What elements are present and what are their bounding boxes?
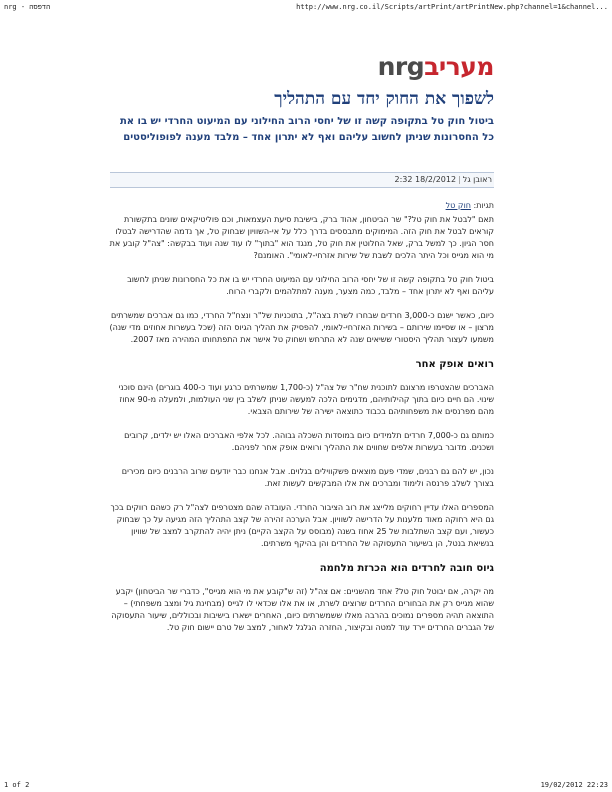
byline xyxy=(110,173,494,187)
paragraph: כמותם גם כ-7,000 חרדים תלמידים כיום במוסדות השכלה גבוהה. לכל אלפי האברכים האלו יש ילדים, קרובים ושכנים. מדובר בעשרות אלפים שחווים את התהליך ורואים אופק אחר לפניהם. xyxy=(124,431,494,452)
site-logo[interactable] xyxy=(378,54,494,80)
print-footer-datetime: 19/02/2012 22:23 xyxy=(540,781,608,789)
paragraph: תאם "לבטל את חוק טל?" שר הביטחון, אהוד ברק, בישיבת סיעת העצמאות, וכם פוליטיקאים שונים בתקשורת קוראים לבטל את חוק הזה. המימוקים מתבססים בדרך כלל על אי-השוויון שבחוק טל, אך נדמה שהדרישה לבטלו חסר הגיון. כך למשל ברק, שאל החלוטין את חוק טל, מנגד הוא "בתוך" לו עוד שנה ועוד בבקשה: "צה"ל קובע את מי הוא מגייס וכל היתר הלכים לשבת של שירות אזרחי-לאומי". האומנם? xyxy=(109,215,494,260)
print-header-title: nrg - הדפסה xyxy=(4,3,51,11)
section-heading: גיוס חובה לחרדים הוא הכרזת מלחמה xyxy=(319,563,494,574)
paragraph: האברכים שהצטרפו מרצונם לתוכנית שח"ר של צה"ל (כ-1,700 שמשרתים כרגע ועוד כ-400 בוגרים) הינם סוכני שינוי. הם חיים כיום בתוך קהילותיהם, מדגימים הלכה למעשה שניתן לשלב בין שני העולמות, ולמעלה מ-90 אחוז מהם מפרנסים את משפחותיהם בכבוד כתוצאה ישירה של שירותם הצבאי. xyxy=(118,383,494,416)
paragraph: כיום, כאשר ישנם כ-3,000 חרדים שבחרו לשרת בצה"ל, בתוכניות של"ר ונצח"ל החרדי, כמו גם אברכים שמשרתים מרצון – או שסיימו שירותם – בשירות האזרחי-לאומי, להפסיק את תהליך הגיוס הזה (שכל בעשרות אחוזים מדי שנה) משמעו לעצור תהליך היסטורי ששיאים שנה לא התרחש ושחוק טל אישר את התפתחותו המהירה מאז 2007. xyxy=(109,311,494,344)
byline-separator: | xyxy=(458,175,461,184)
paragraph: המספרים האלו עדיין רחוקים מלייצג את רוב הציבור החרדי. העובדה שהם מצטרפים לצה"ל רק כשהם רווקים בכך גם היא רחוקה מאוד מלענות על הדרישה לשוויון. אבל הערכה זהירה של קצב התהליך הזה מגיעה על כך שבחוק כעשור, ועם קצב השתלבות של 25 אחוז בשנה (מבוסס על הקצב הקיים) ניתן יהיה להתקרב למצב של שוויון בנשיאת בנטל, הן בשיעור התעסוקה של החרדים והן בהיקף משרתים. xyxy=(110,503,494,548)
tags-row xyxy=(446,200,494,212)
paragraph: מה יקרה, אם יבוטל חוק טל? אחד מהשניים: אם צה"ל (זה ש"קובע את מי הוא מגייס", כדברי שר הביטחון) יקבע שהוא מגייס רק את הבחורים החרדים שרוצים לשרת, או את אלו שכדאי לו לגייס (מבחינת גיל ומצב משפחתי) – התוצאה תהיה מספרים נמוכים בהרבה מאלו ששמשרתים כיום, האחרים ישארו בישיבות ובכוללים, שיעור התעסוקה של הגברים החרדים יירד עוד למטה ובקיצור, החזרה הגלגל לאחור, למצב של טרם יישום חוק טל. xyxy=(111,587,494,632)
print-footer-pages: 1 of 2 xyxy=(4,781,30,789)
tag-link[interactable]: חוק טל xyxy=(445,201,471,210)
paragraph: ביטול חוק טל בתקופה קשה זו של יחסי הרוב החילוני עם המיעוט החרדי יש בו את כל החסרונות שניתן לחשוב עליהם ואף לא יתרון אחד – מלבד, כמה מצער, מענה למתלהמים ולקברי הרוח. xyxy=(127,275,494,296)
byline-author[interactable]: ראובן גל xyxy=(462,175,492,184)
byline-bar xyxy=(110,172,494,188)
logo-maariv: מעריב xyxy=(424,52,494,81)
article-title: לשפוך את החוק יחד עם התהליך xyxy=(274,89,494,109)
print-header-url: http://www.nrg.co.il/Scripts/artPrint/artPrintNew.php?channel=1&channel... xyxy=(296,3,608,11)
section-heading: רואים אופק אחר xyxy=(415,359,494,370)
tags-label: תגיות: xyxy=(473,201,494,210)
logo-nrg: nrg xyxy=(377,52,425,81)
byline-time: 2:32 xyxy=(394,175,413,184)
paragraph: נכון, יש להם גם רבנים, שמדי פעם מוצאים פשקווילים בגלוים. אבל אנחנו כבר יודעים שרוב הרבנים כיום מכירים בצורך לשלב פרנסה ולימוד ומברכים את אלו המבקשים לעשות זאת. xyxy=(121,467,494,488)
article-subtitle: ביטול חוק טל בתקופה קשה זו של יחסי הרוב החילוני עם המיעוט החרדי יש בו את כל החסרונות שניתן לחשוב עליהם ואף לא יתרון אחד – מלבד מענה לפופוליסטים xyxy=(119,116,494,143)
article-body xyxy=(106,214,494,646)
byline-date: 18/2/2012 xyxy=(415,175,457,184)
